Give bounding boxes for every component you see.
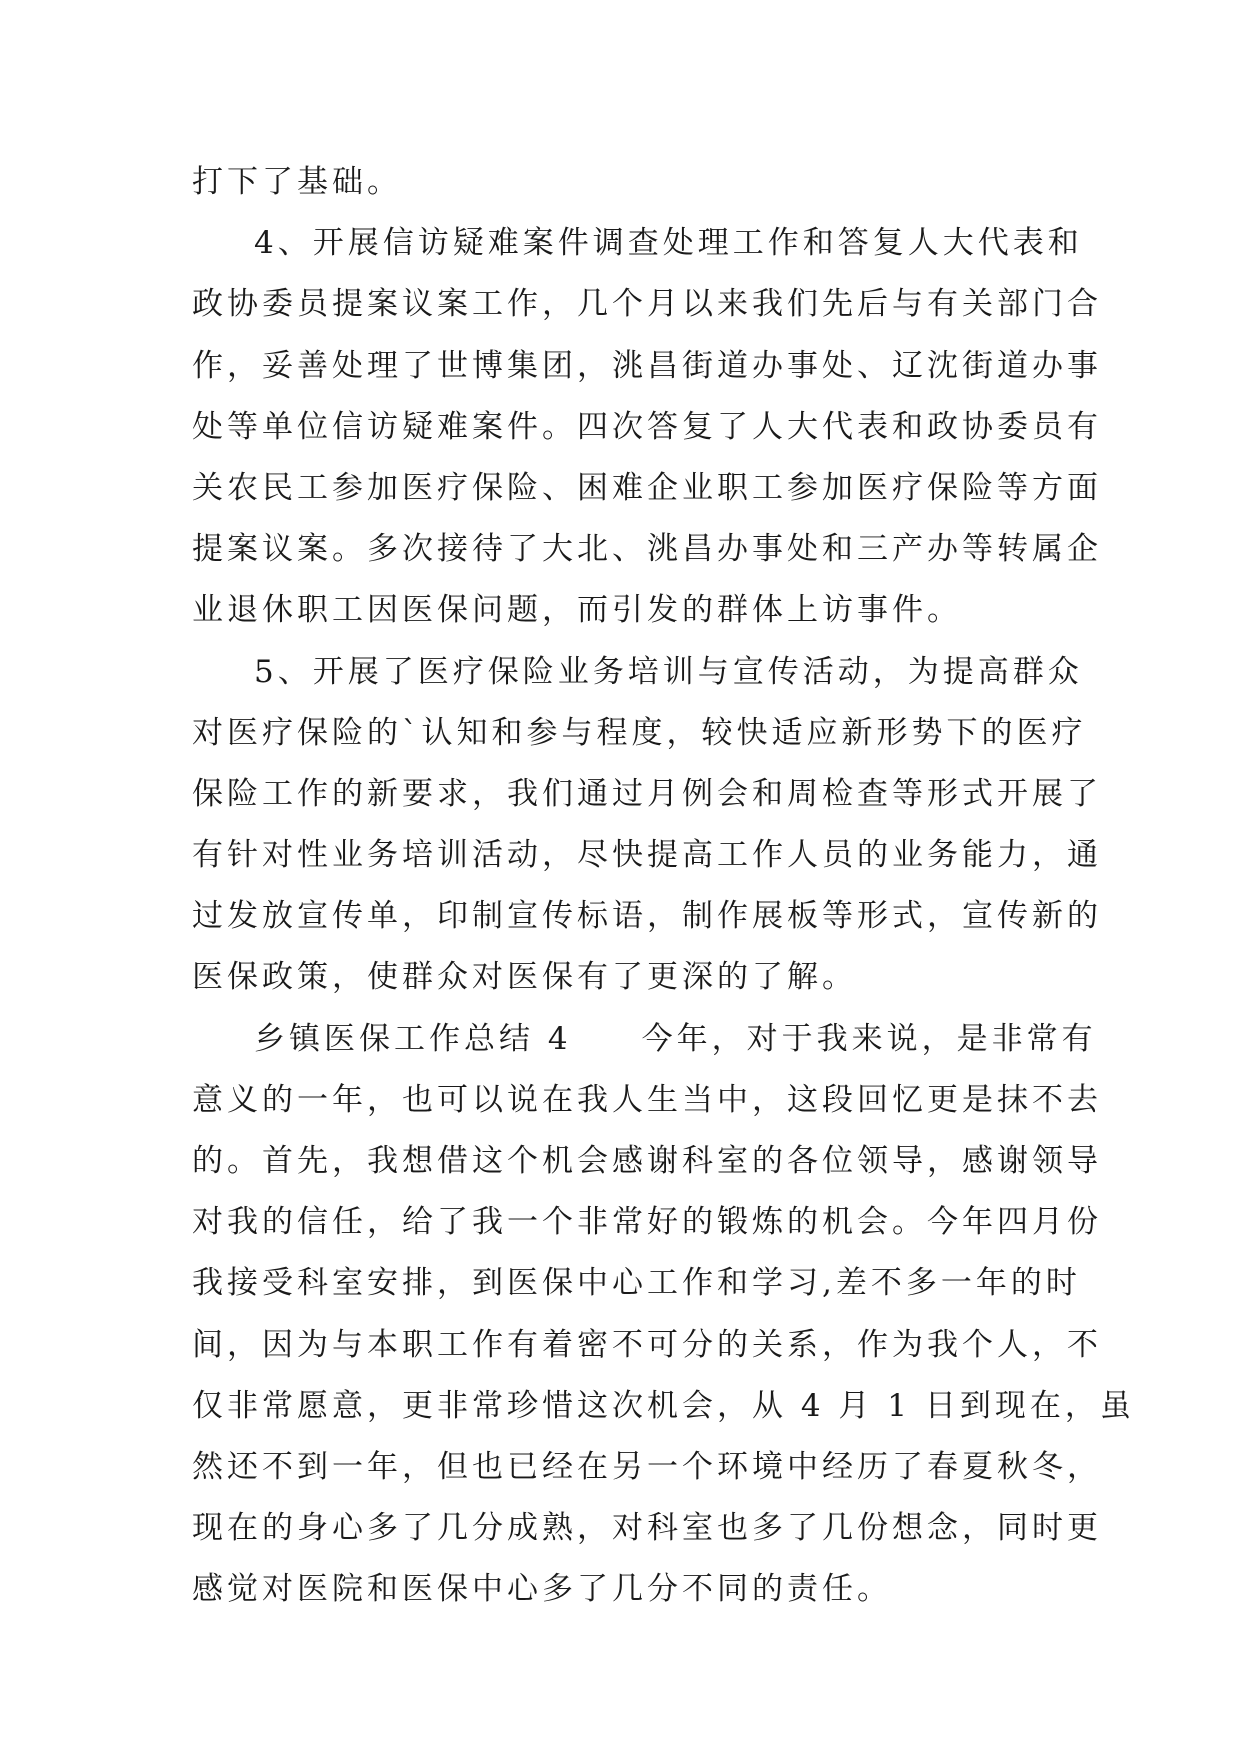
text-line: 的。首先，我想借这个机会感谢科室的各位领导，感谢领导	[192, 1143, 1102, 1179]
text-line: 保险工作的新要求，我们通过月例会和周检查等形式开展了	[192, 775, 1102, 812]
text-line: 有针对性业务培训活动，尽快提高工作人员的业务能力，通	[192, 837, 1102, 874]
text-line: 乡镇医保工作总结 4 今年，对于我来说，是非常有	[254, 1020, 1097, 1057]
text-line: 业退休职工因医保问题，而引发的群体上访事件。	[192, 592, 962, 629]
text-line: 打下了基础。	[192, 164, 402, 200]
text-line: 政协委员提案议案工作，几个月以来我们先后与有关部门合	[192, 286, 1102, 323]
text-line: 医保政策，使群众对医保有了更深的了解。	[192, 959, 857, 996]
body-text	[192, 152, 1135, 1621]
text-line: 现在的身心多了几分成熟，对科室也多了几份想念，同时更	[192, 1510, 1102, 1547]
text-line: 对我的信任，给了我一个非常好的锻炼的机会。今年四月份	[192, 1204, 1102, 1241]
text-line: 然还不到一年，但也已经在另一个环境中经历了春夏秋冬，	[192, 1448, 1102, 1485]
text-line: 仅非常愿意，更非常珍惜这次机会，从 4 月 1 日到现在，虽	[192, 1387, 1135, 1424]
text-line: 对医疗保险的`认知和参与程度，较快适应新形势下的医疗	[192, 714, 1087, 751]
text-line: 提案议案。多次接待了大北、洮昌办事处和三产办等转属企	[192, 531, 1102, 568]
text-line: 5、开展了医疗保险业务培训与宣传活动，为提高群众	[254, 653, 1083, 690]
text-line: 4、开展信访疑难案件调查处理工作和答复人大代表和	[254, 225, 1083, 262]
text-line: 作，妥善处理了世博集团，洮昌街道办事处、辽沈街道办事	[192, 347, 1102, 384]
text-line: 感觉对医院和医保中心多了几分不同的责任。	[192, 1571, 892, 1608]
text-line: 意义的一年，也可以说在我人生当中，这段回忆更是抹不去	[192, 1081, 1102, 1118]
text-line: 间，因为与本职工作有着密不可分的关系，作为我个人，不	[192, 1326, 1102, 1363]
text-line: 我接受科室安排，到医保中心工作和学习,差不多一年的时	[192, 1265, 1081, 1302]
text-line: 关农民工参加医疗保险、困难企业职工参加医疗保险等方面	[192, 469, 1102, 506]
text-line: 处等单位信访疑难案件。四次答复了人大代表和政协委员有	[192, 408, 1102, 445]
text-line: 过发放宣传单，印制宣传标语，制作展板等形式，宣传新的	[192, 898, 1102, 935]
